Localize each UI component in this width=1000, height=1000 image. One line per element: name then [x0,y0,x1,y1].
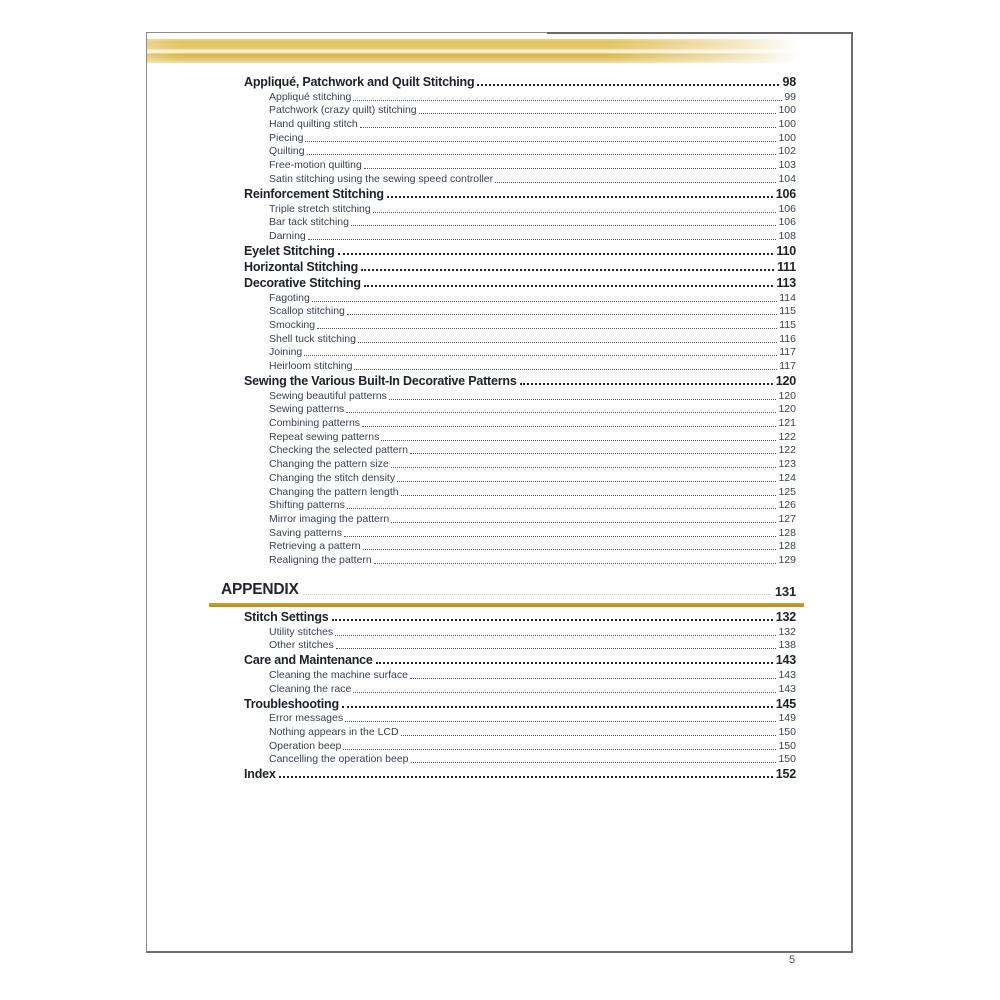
toc-entry-page: 106 [778,202,796,215]
toc-entry-page: 100 [778,118,796,131]
toc-entry-page: 127 [778,512,796,525]
toc-entry [269,215,796,229]
dot-leader [364,168,777,169]
toc-entry-label: Error messages [269,712,344,725]
dot-leader [419,113,777,114]
toc-entry-page: 128 [778,540,796,553]
dot-leader [354,369,777,370]
appendix-page-number: 131 [774,583,796,599]
dot-leader [332,619,773,621]
dot-leader [495,182,776,183]
dot-leader [304,355,777,356]
toc-entry-page: 150 [778,753,796,766]
toc-entry [244,185,796,201]
toc-entry-label: Changing the pattern size [269,458,389,471]
toc-entry-page: 99 [784,90,796,103]
dot-leader [401,735,777,736]
dot-leader [381,440,776,441]
toc-entry-page: 114 [779,291,796,304]
dot-leader [345,721,776,722]
toc-entry-page: 106 [775,186,796,201]
toc-entry-label: Horizontal Stitching [244,259,359,274]
toc-entry-label: Cleaning the machine surface [269,669,408,681]
toc-entry [269,304,796,318]
dot-leader [307,154,777,155]
dot-leader [344,536,777,537]
toc-entry [269,116,796,130]
toc-entry-label: Triple stretch stitching [269,202,371,215]
dot-leader [411,762,777,763]
toc-entry [269,539,796,553]
dot-leader [336,648,777,649]
toc-entry-page: 123 [778,458,796,471]
toc-entry [269,738,796,752]
toc-main-list [219,73,804,566]
toc-entry [269,402,796,416]
dot-leader [361,269,774,271]
dot-leader [376,662,773,664]
toc-entry-label: Nothing appears in the LCD [269,726,399,739]
dot-leader [364,285,774,287]
dot-leader [391,467,777,468]
dot-leader [363,549,777,550]
toc-entry-label: Hand quilting stitch [269,118,358,131]
toc-entry-label: Appliqué, Patchwork and Quilt Stitching [244,75,475,89]
toc-entry-page: 126 [778,499,796,512]
toc-entry-page: 143 [775,653,796,668]
table-of-contents [219,73,804,781]
toc-entry [244,73,796,89]
toc-entry-page: 129 [778,553,796,566]
toc-entry [269,201,796,215]
dot-leader [351,225,777,226]
toc-entry [244,765,796,781]
toc-entry-page: 120 [778,403,796,416]
toc-entry-label: Satin stitching using the sewing speed controller [269,172,494,185]
toc-entry-label: Joining [269,346,303,359]
toc-entry-label: Piecing [269,131,304,144]
dot-leader [347,508,777,509]
toc-entry-label: Cancelling the operation beep [269,753,409,766]
toc-entry-page: 120 [778,389,796,402]
toc-entry-label: Shell tuck stitching [269,332,356,345]
dot-leader [347,314,777,315]
toc-entry-label: Changing the pattern length [269,485,399,498]
header-gold-band [147,39,807,63]
toc-entry-page: 138 [778,639,796,652]
toc-entry-label: Operation beep [269,739,342,752]
toc-entry-label: Quilting [269,145,305,158]
toc-entry-page: 104 [778,172,796,185]
toc-entry [269,415,796,429]
toc-entry-label: Sewing the Various Built-In Decorative Patterns [244,374,517,388]
toc-entry-label: Repeat sewing patterns [269,430,380,443]
toc-entry [269,157,796,171]
footer-page-number: 5 [789,954,796,966]
toc-entry-page: 143 [778,682,796,695]
dot-leader [308,239,777,240]
dot-leader [317,328,777,329]
dot-leader [279,776,773,778]
dot-leader [353,100,782,101]
toc-entry [269,317,796,331]
toc-entry-label: Bar tack stitching [269,216,349,229]
toc-entry-page: 103 [778,159,796,172]
toc-entry-page: 117 [779,346,796,359]
toc-entry [269,443,796,457]
toc-entry-label: Other stitches [269,639,334,652]
toc-entry-page: 122 [778,444,796,457]
toc-entry [269,667,796,681]
toc-entry [269,484,796,498]
toc-entry [269,525,796,539]
toc-entry-page: 115 [779,305,796,318]
toc-entry-label: Decorative Stitching [244,275,361,290]
toc-entry-label: Mirror imaging the pattern [269,512,390,525]
toc-entry-page: 121 [778,417,796,430]
toc-entry [269,358,796,372]
toc-entry [269,345,796,359]
toc-entry-page: 150 [778,739,796,752]
toc-entry-page: 122 [778,430,796,443]
toc-entry-label: Cleaning the race [269,682,352,695]
dot-leader [312,301,777,302]
toc-entry-page: 125 [778,485,796,498]
dot-leader [391,522,776,523]
toc-entry [269,144,796,158]
toc-entry-label: Fagoting [269,291,310,304]
toc-entry [269,171,796,185]
toc-entry-page: 98 [782,75,796,89]
manual-page [146,32,853,953]
toc-entry [269,388,796,402]
dot-leader [360,127,777,128]
toc-entry-page: 100 [778,131,796,144]
toc-entry-label: Appliqué stitching [269,90,352,103]
toc-appendix-list [219,608,804,782]
toc-entry-page: 120 [775,374,796,388]
toc-entry-label: Sewing beautiful patterns [269,389,387,402]
dot-leader [342,706,773,708]
toc-entry-label: Stitch Settings [244,609,329,624]
toc-entry [269,752,796,766]
dot-leader [374,563,777,564]
toc-entry-label: Smocking [269,318,316,331]
dot-leader [362,426,776,427]
toc-entry-label: Realigning the pattern [269,553,372,566]
toc-entry [269,456,796,470]
toc-entry-page: 111 [777,259,796,274]
toc-entry [269,638,796,652]
toc-entry [269,331,796,345]
toc-entry [269,103,796,117]
dot-leader [338,253,774,255]
toc-entry [269,681,796,695]
dot-leader [401,495,777,496]
toc-entry [269,711,796,725]
toc-entry-label: Heirloom stitching [269,360,353,372]
toc-entry-page: 152 [775,767,796,782]
toc-entry [269,89,796,103]
toc-entry-page: 115 [779,318,796,331]
toc-entry-label: Sewing patterns [269,403,345,416]
toc-entry-label: Reinforcement Stitching [244,186,384,201]
toc-entry-label: Eyelet Stitching [244,243,335,258]
toc-entry [269,624,796,638]
toc-entry-label: Free-motion quilting [269,159,362,172]
toc-entry [269,724,796,738]
toc-entry [244,274,796,290]
toc-entry-label: Saving patterns [269,526,342,539]
toc-entry [244,608,796,624]
toc-entry-label: Care and Maintenance [244,653,373,668]
toc-entry-page: 124 [778,471,796,484]
toc-entry-page: 117 [779,360,796,372]
toc-entry [244,695,796,711]
appendix-heading: APPENDIX [221,580,299,598]
page-edge-shadow [547,32,853,34]
toc-entry-page: 149 [778,712,796,725]
dot-leader [397,481,776,482]
dot-leader [389,399,777,400]
dot-leader [353,692,776,693]
toc-entry-label: Darning [269,229,306,242]
dot-leader [520,383,773,385]
toc-entry [269,429,796,443]
toc-entry-page: 143 [778,669,796,681]
dot-leader [335,635,776,636]
dot-leader [305,141,776,142]
toc-entry-page: 132 [775,609,796,624]
dot-leader [373,212,777,213]
dot-leader [387,196,773,198]
dot-leader [343,749,776,750]
toc-entry [269,498,796,512]
toc-entry [269,470,796,484]
toc-entry-page: 132 [778,625,796,638]
toc-entry-label: Scallop stitching [269,305,345,318]
toc-entry-page: 113 [776,275,796,290]
toc-entry [244,242,796,258]
toc-entry-page: 128 [778,526,796,539]
toc-entry-page: 106 [778,216,796,229]
toc-entry-label: Combining patterns [269,417,361,430]
appendix-gold-rule [209,603,804,607]
toc-entry-page: 100 [778,104,796,117]
toc-entry-page: 150 [778,726,796,739]
toc-entry-label: Checking the selected pattern [269,444,408,457]
toc-entry-page: 108 [778,229,796,242]
dot-leader [346,412,776,413]
toc-entry-page: 116 [779,332,796,345]
dot-leader [303,594,771,595]
dot-leader [358,342,777,343]
toc-entry [244,651,796,667]
toc-entry-page: 110 [776,243,796,258]
toc-entry-page: 145 [775,696,796,711]
toc-entry-label: Index [244,767,276,782]
toc-entry-label: Retrieving a pattern [269,540,361,553]
dot-leader [410,453,777,454]
toc-entry [244,258,796,274]
toc-entry [269,552,796,566]
toc-entry-page: 102 [778,145,796,158]
dot-leader [477,84,779,86]
toc-entry-label: Patchwork (crazy quilt) stitching [269,104,417,117]
dot-leader [410,678,777,679]
toc-entry [244,372,796,388]
toc-entry [269,130,796,144]
toc-entry-label: Shifting patterns [269,499,345,512]
toc-entry [269,290,796,304]
toc-entry-label: Utility stitches [269,625,334,638]
toc-entry [269,511,796,525]
toc-entry [269,228,796,242]
toc-entry-label: Troubleshooting [244,696,339,711]
appendix-heading-row [221,580,796,599]
toc-entry-label: Changing the stitch density [269,471,396,484]
